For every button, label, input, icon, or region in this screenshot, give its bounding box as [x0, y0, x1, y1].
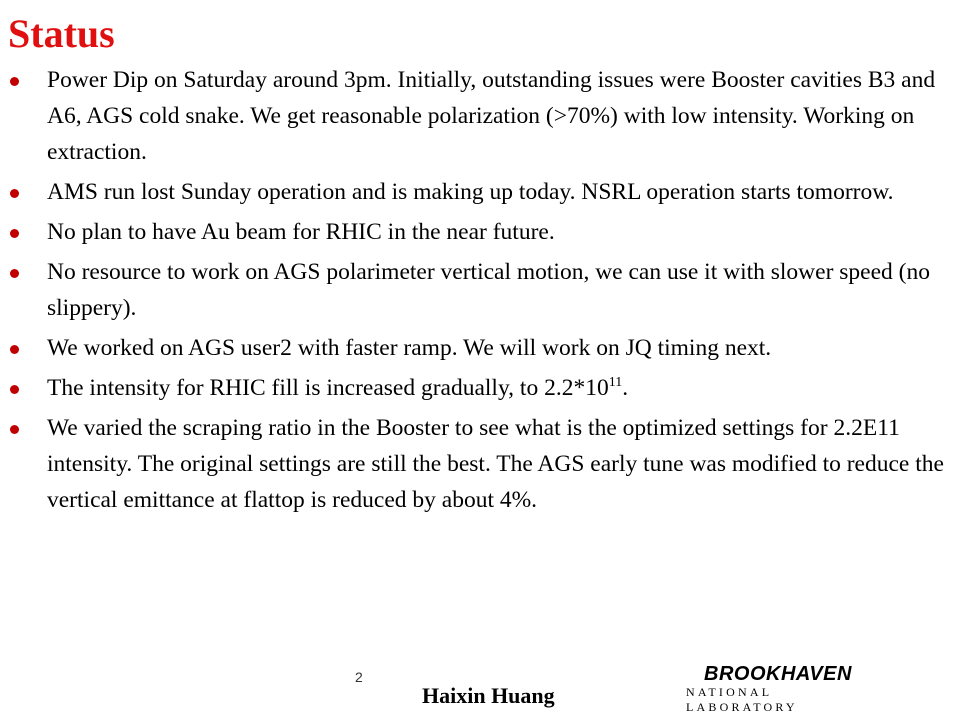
bullet-superscript: 11 — [608, 375, 623, 390]
logo-sub-text: NATIONAL LABORATORY — [686, 685, 798, 714]
bullet-item — [0, 370, 960, 406]
bullet-dot-icon — [10, 269, 19, 278]
bullet-list — [0, 62, 960, 522]
author-name: Haixin Huang — [422, 683, 555, 708]
bullet-text: Power Dip on Saturday around 3pm. Initially, outstanding issues were Booster cavities B3 and A6, AGS cold snake. We get reasonable polarization (>70%) with low intensity. Working on extraction. — [47, 67, 936, 165]
bullet-tail: . — [622, 375, 629, 401]
slide-title: Status — [8, 11, 115, 56]
page-number: 2 — [355, 669, 363, 685]
bullet-item — [0, 410, 960, 518]
bullet-dot-icon — [10, 385, 19, 394]
brookhaven-logo — [680, 663, 880, 714]
bullet-dot-icon — [10, 229, 19, 238]
bullet-item — [0, 174, 960, 210]
bullet-item — [0, 62, 960, 170]
bullet-dot-icon — [10, 189, 19, 198]
bullet-dot-icon — [10, 77, 19, 86]
bullet-text: We varied the scraping ratio in the Booster to see what is the optimized settings for 2.2E11 intensity. The original settings are still the best. The AGS early tune was modified to reduce the vertical emittance at flattop is reduced by about 4%. — [47, 415, 944, 513]
bullet-text: No resource to work on AGS polarimeter vertical motion, we can use it with slower speed (no slippery). — [47, 259, 930, 321]
bullet-item — [0, 214, 960, 250]
bullet-dot-icon — [10, 425, 19, 434]
bullet-text: AMS run lost Sunday operation and is making up today. NSRL operation starts tomorrow. — [47, 179, 894, 205]
bullet-text: The intensity for RHIC fill is increased gradually, to 2.2*10 — [47, 375, 609, 401]
bullet-dot-icon — [10, 345, 19, 354]
bullet-item — [0, 254, 960, 326]
bullet-text: We worked on AGS user2 with faster ramp. We will work on JQ timing next. — [47, 335, 772, 361]
logo-main-text: BROOKHAVEN — [704, 663, 852, 685]
bullet-item — [0, 330, 960, 366]
bullet-text: No plan to have Au beam for RHIC in the near future. — [47, 219, 555, 245]
